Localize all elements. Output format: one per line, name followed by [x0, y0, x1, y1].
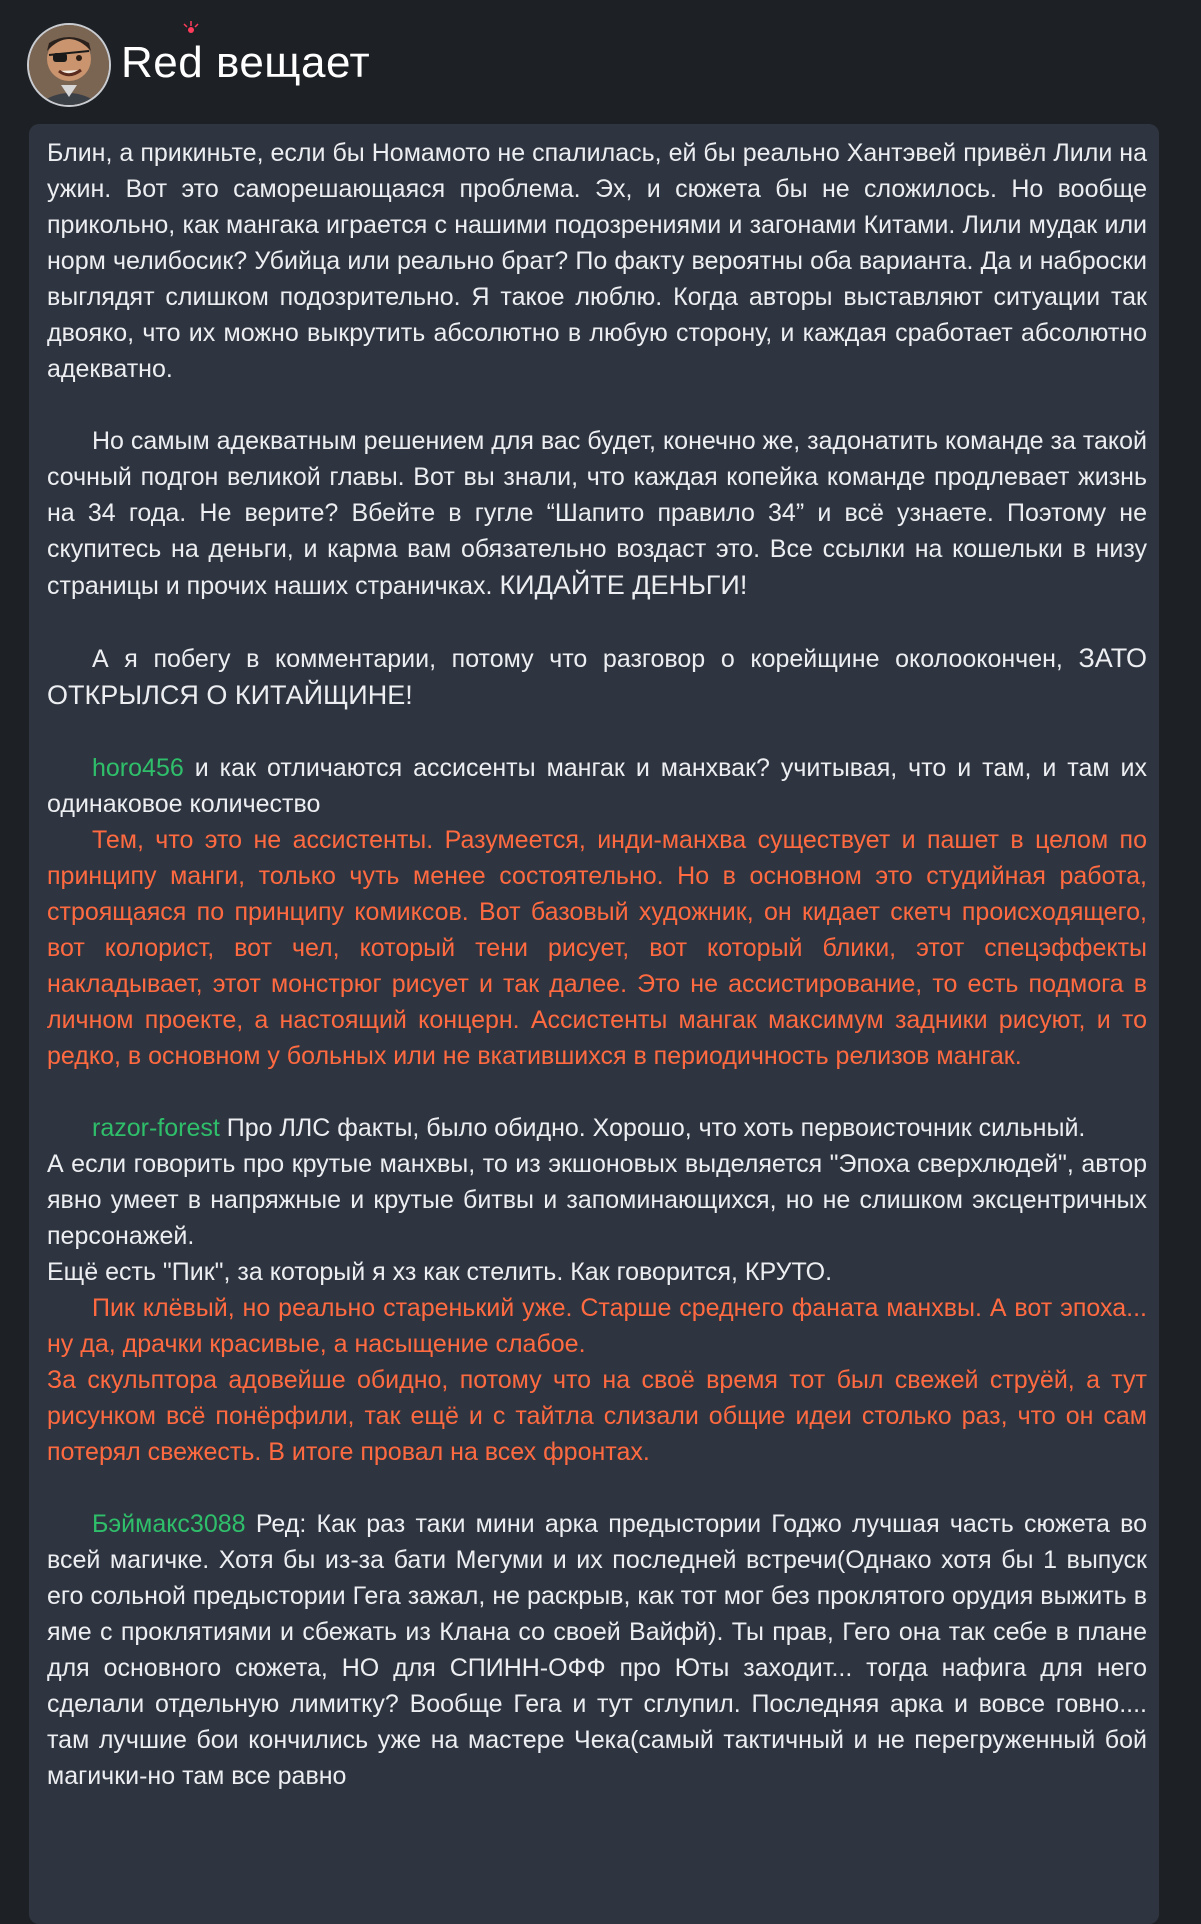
avatar[interactable] [27, 23, 111, 107]
comment-question-text: Ред: Как раз таки мини арка предыстории Годжо лучшая часть сюжета во всей магичке. Хотя бы из-за бати Мегуми и их последней встречи(Однако хотя бы 1 выпуск его сольной предыстории Гега зажал, не раскрыв, как тот мог без проклятого орудия выжить в яме с проклятиями и сбежать из Клана со своей Вайфй). Ты прав, Гего она так себе в плане для основного сюжета, НО для СПИНН-ОФФ про Юты заходит... тогда нафига для него сделали отдельную лимитку? Вообще Гега и тут сглупил. Последняя арка и вовсе говно.... там лучшие бои кончились уже на мастере Чека(самый тактичный и не перегруженный бой магички-но там все равно [47, 1510, 1148, 1790]
comment-question-text: Ещё есть "Пик", за который я хз как стелить. Как говорится, КРУТО. [47, 1258, 833, 1286]
comments-intro-paragraph [47, 640, 1147, 714]
comment-block [47, 1110, 1147, 1470]
comment-question-text: и как отличаются ассисенты мангак и манхвак? учитывая, что и там, и там их одинаковое количество [47, 754, 1147, 818]
comment-username[interactable]: Бэймакс3088 [92, 1510, 246, 1538]
comment-reply: Тем, что это не ассистенты. Разумеется, инди-манхва существует и пашет в целом по принципу манги, только чуть менее состоятельно. Но в основном это студийная работа, строящаяся по принципу комиксов. Вот базовый художник, он кидает скетч происходящего, вот колорист, вот чел, который тени рисует, вот который блики, этот спецэффекты накладывает, этот монстрюг рисует и так далее. Это не ассистирование, то есть подмога в личном проекте, а настоящий концерн. Ассистенты мангак максимум задники рисуют, и то редко, в основном у больных или не вкатившихся в периодичность релизов мангак. [47, 826, 1147, 1070]
donate-text: Но самым адекватным решением для вас будет, конечно же, задонатить команде за такой сочный подгон великой главы. Вот вы знали, что каждая копейка команде продлевает жизнь на 34 года. Не верите? Вбейте в гугле “Шапито правило 34” и всё узнаете. Поэтому не скупитесь на деньги, и карма вам обязательно воздаст это. Все ссылки на кошельки в низу страницы и прочих наших страничках. [47, 427, 1147, 600]
comment-question [47, 750, 1147, 822]
blog-title: Red вещает [121, 38, 370, 88]
intro-paragraph: Блин, а прикиньте, если бы Номамото не спалилась, ей бы реально Хантэвей привёл Лили на ужин. Вот это саморешающаяся проблема. Эх, и сюжета бы не сложилось. Но вообще прикольно, как мангака играется с нашими подозрениями и загонами Китами. Лили мудак или норм челибосик? Убийца или реально брат? По факту вероятны оба варианта. Да и наброски выглядят слишком подозрительно. Я такое люблю. Когда авторы выставляют ситуации так двояко, что их можно выкрутить абсолютно в любую сторону, и каждая сработает абсолютно адекватно. [47, 139, 1147, 383]
comment-reply: Пик клёвый, но реально старенький уже. Старше среднего фаната манхвы. А вот эпоха... ну да, драчки красивые, а насыщение слабое. [47, 1294, 1147, 1358]
donate-paragraph [47, 423, 1147, 604]
comment-username[interactable]: horo456 [92, 754, 184, 782]
comment-question-text: А если говорить про крутые манхвы, то из экшоновых выделяется "Эпоха сверхлюдей", автор явно умеет в напряжные и крутые битвы и запоминающихся, но не слишком эксцентричных персонажей. [47, 1150, 1147, 1250]
comment-question [47, 1110, 1147, 1146]
sparkle-icon [183, 20, 199, 36]
avatar-image [29, 25, 109, 105]
comment-question-text: Про ЛЛС факты, было обидно. Хорошо, что хоть первоисточник сильный. [226, 1114, 1086, 1142]
comment-block [47, 1506, 1147, 1794]
comments-intro-text: А я побегу в комментарии, потому что разговор о корейщине околоокончен, [92, 645, 1063, 673]
comment-question [47, 1506, 1147, 1794]
post-card [29, 124, 1159, 1924]
comments-caps: ЗАТО ОТКРЫЛСЯ О КИТАЙЩИНЕ! [47, 643, 1147, 710]
post-header [27, 25, 370, 105]
post-body [47, 135, 1147, 1794]
comment-block [47, 750, 1147, 1074]
comment-username[interactable]: razor-forest [92, 1114, 220, 1142]
donate-caps: КИДАЙТЕ ДЕНЬГИ! [499, 570, 748, 600]
comment-reply: За скульптора адовейше обидно, потому что на своё время тот был свежей струёй, а тут рисунком всё понёрфили, так ещё и с тайтла слизали общие идеи столько раз, что он сам потерял свежесть. В итоге провал на всех фронтах. [47, 1366, 1147, 1466]
